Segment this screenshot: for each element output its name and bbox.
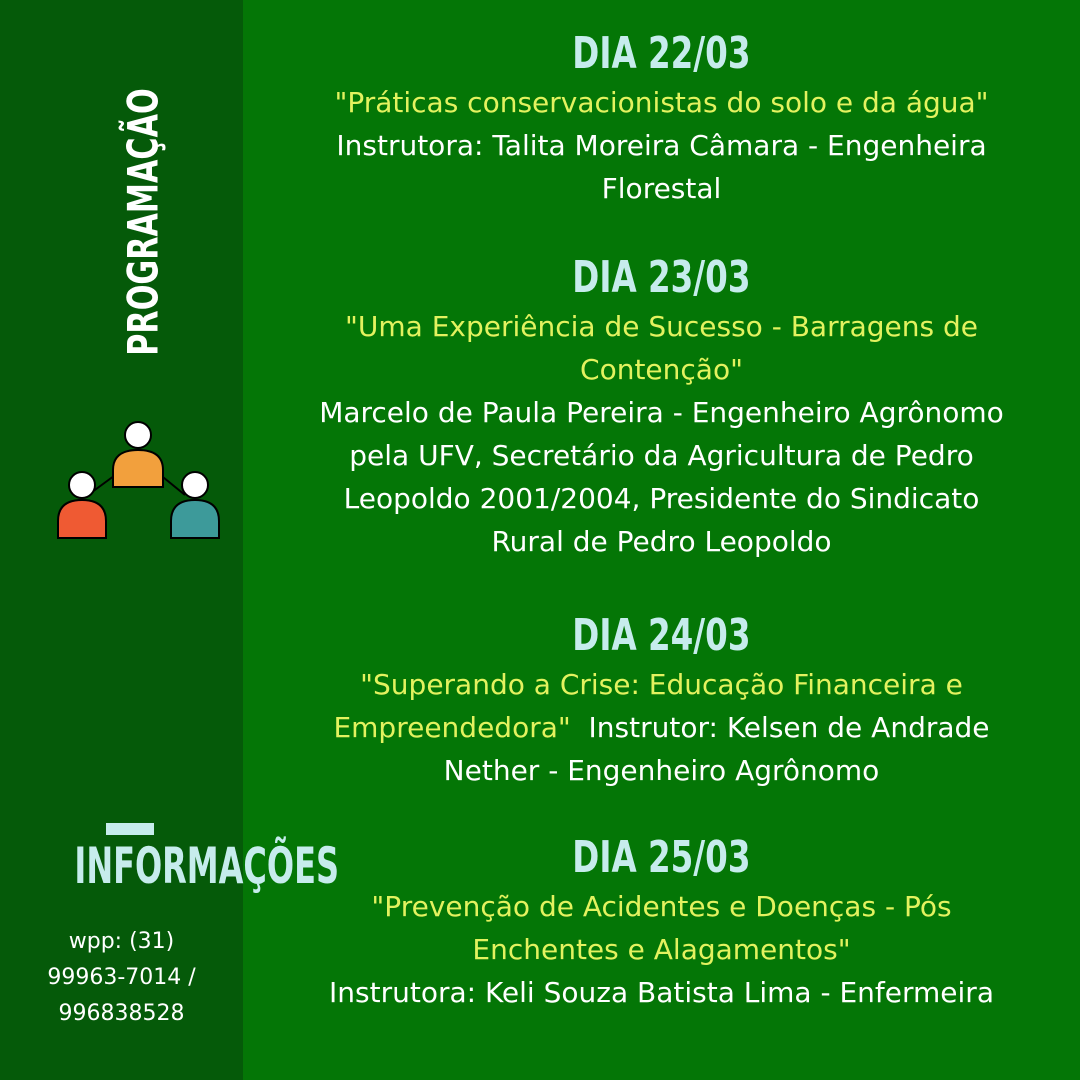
talk-line: Florestal [601, 172, 722, 205]
contact-line: 996838528 [58, 1001, 185, 1026]
talk-line: Instrutora: Talita Moreira Câmara - Engenheira [336, 129, 987, 162]
day-block [243, 27, 1080, 210]
contact-line: 99963-7014 / [47, 965, 196, 990]
day-block [243, 831, 1080, 1014]
talk-line: Leopoldo 2001/2004, Presidente do Sindicato [343, 482, 980, 515]
talk-line: pela UFV, Secretário da Agricultura de Pedro [349, 439, 974, 472]
info-title: INFORMAÇÕES [74, 837, 340, 895]
people-network-icon [50, 415, 230, 545]
talk-line: Instrutora: Keli Souza Batista Lima - Enfermeira [329, 976, 994, 1009]
instructor-text: Instrutor: Kelsen de Andrade [570, 711, 990, 744]
talk-line-mixed [243, 706, 1080, 749]
talk-line: Nether - Engenheiro Agrônomo [443, 754, 880, 787]
day-block [243, 609, 1080, 792]
day-title: DIA 22/03 [572, 28, 751, 79]
contact-line: wpp: (31) [68, 929, 175, 954]
talk-title: Empreendedora" [333, 711, 571, 744]
day-title: DIA 23/03 [572, 252, 751, 303]
vertical-title: PROGRAMAÇÃO [118, 88, 168, 356]
talk-title: "Superando a Crise: Educação Financeira e [360, 668, 963, 701]
day-block [243, 251, 1080, 563]
talk-title: "Práticas conservacionistas do solo e da água" [334, 86, 989, 119]
talk-title: "Uma Experiência de Sucesso - Barragens de [344, 310, 978, 343]
talk-line: Rural de Pedro Leopoldo [491, 525, 832, 558]
talk-title: Enchentes e Alagamentos" [472, 933, 851, 966]
contact-info [0, 924, 243, 1032]
day-title: DIA 24/03 [572, 610, 751, 661]
sidebar [0, 0, 340, 1080]
day-title: DIA 25/03 [572, 832, 751, 883]
talk-title: "Prevenção de Acidentes e Doenças - Pós [371, 890, 952, 923]
talk-line: Marcelo de Paula Pereira - Engenheiro Agrônomo [319, 396, 1004, 429]
talk-title: Contenção" [580, 353, 743, 386]
info-accent-bar [106, 823, 154, 835]
